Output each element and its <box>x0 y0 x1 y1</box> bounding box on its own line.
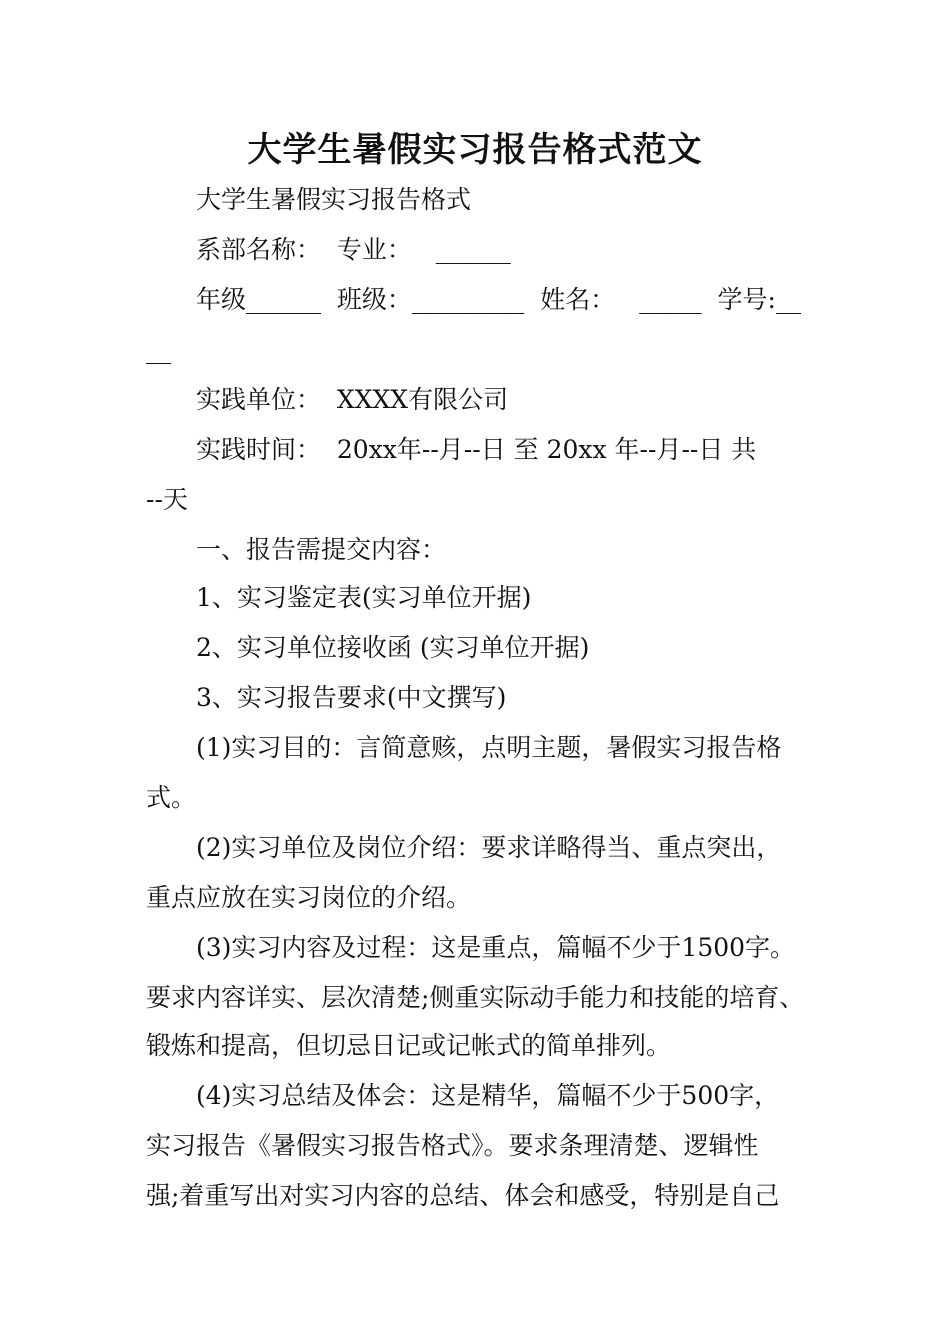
text-line: 1、实习鉴定表(实习单位开据) <box>196 583 532 612</box>
text-line: 实习报告《暑假实习报告格式》。要求条理清楚、逻辑性 <box>146 1131 759 1160</box>
text-line: 强;着重写出对实习内容的总结、体会和感受，特别是自己 <box>146 1181 780 1210</box>
text-line: (1)实习目的：言简意赅，点明主题，暑假实习报告格 <box>196 733 782 762</box>
text-line: 一、报告需提交内容： <box>196 535 447 564</box>
text-line: __ <box>146 335 171 364</box>
document-title: 大学生暑假实习报告格式范文 <box>247 130 703 170</box>
text-line: 年级______ 班级：_________ 姓名： _____ 学号:__ <box>196 285 801 314</box>
text-line: (3)实习内容及过程：这是重点，篇幅不少于1500字。 <box>196 933 796 962</box>
text-line: 式。 <box>146 783 197 812</box>
text-line: (4)实习总结及体会：这是精华，篇幅不少于500字， <box>196 1081 780 1110</box>
text-line: 实践单位： XXXX有限公司 <box>196 385 509 414</box>
text-line: 2、实习单位接收函 (实习单位开据) <box>196 633 590 662</box>
text-line: --天 <box>146 485 188 514</box>
text-line: 锻炼和提高，但切忌日记或记帐式的简单排列。 <box>146 1031 672 1060</box>
text-line: 3、实习报告要求(中文撰写) <box>196 683 507 712</box>
text-line: 系部名称： 专业： ______ <box>196 235 511 264</box>
text-line: 实践时间： 20xx年--月--日 至 20xx 年--月--日 共 <box>196 435 757 464</box>
text-line: 要求内容详实、层次清楚;侧重实际动手能力和技能的培育、 <box>146 983 805 1012</box>
text-line: 重点应放在实习岗位的介绍。 <box>146 883 472 912</box>
text-line: (2)实习单位及岗位介绍：要求详略得当、重点突出， <box>196 833 782 862</box>
text-line: 大学生暑假实习报告格式 <box>196 185 472 214</box>
